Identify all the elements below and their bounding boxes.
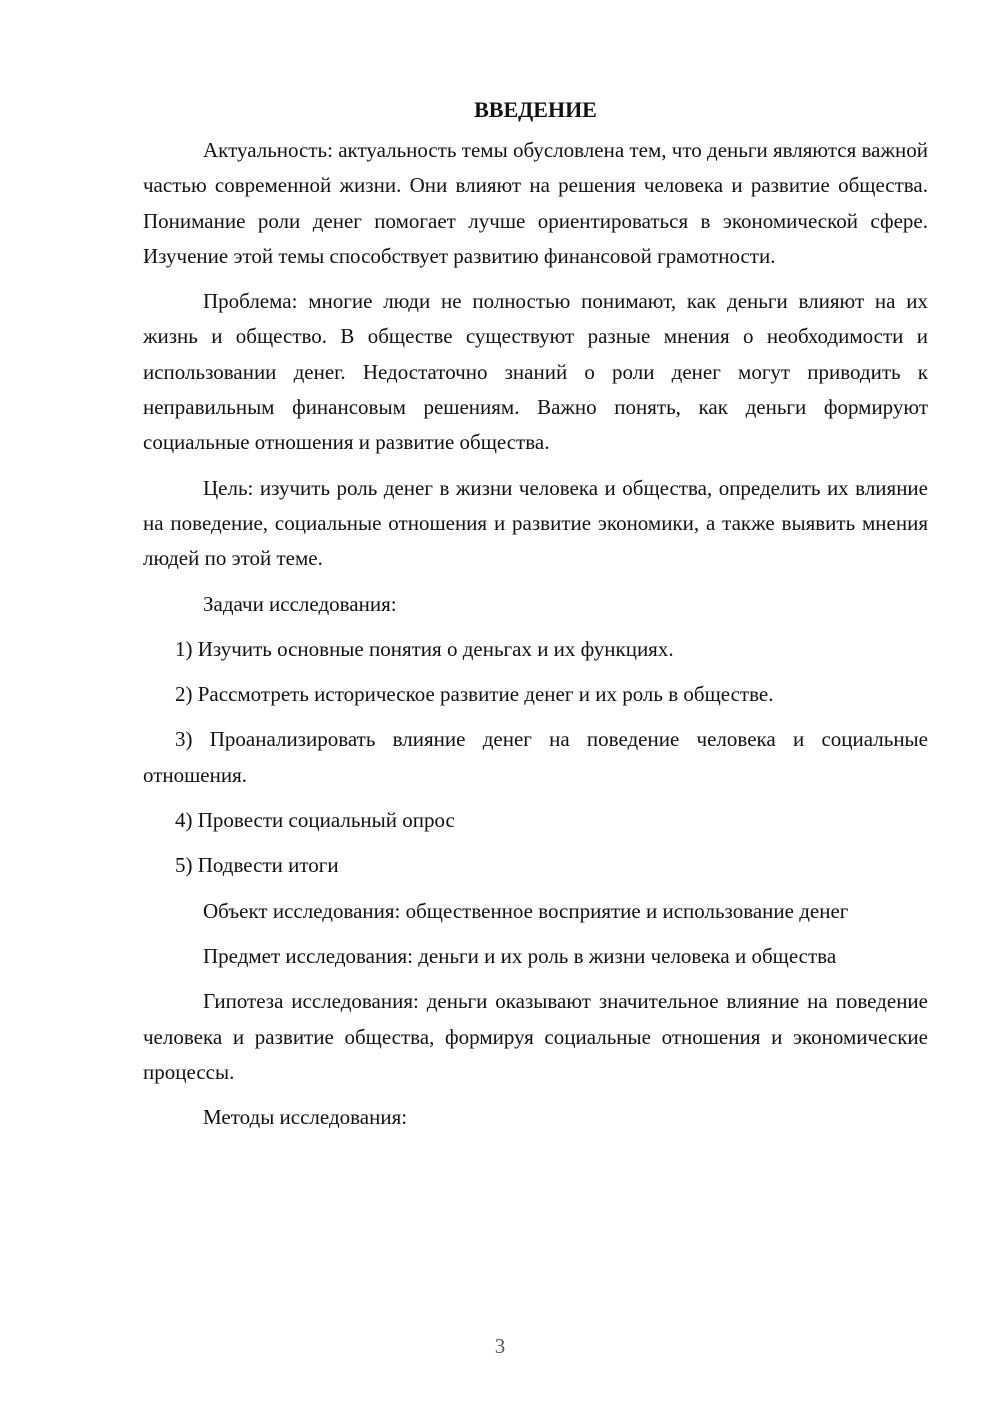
tasks-heading: Задачи исследования: [203, 591, 397, 616]
document-page [143, 93, 928, 1145]
paragraph-object: Объект исследования: общественное восприятие и использование денег [203, 898, 849, 923]
paragraph-goal: Цель: изучить роль денег в жизни человека и общества, определить их влияние на поведение, социальные отношения и развитие экономики, а также выявить мнения людей по этой теме. [143, 475, 928, 571]
page-number: 3 [494, 1334, 506, 1358]
section-title: ВВЕДЕНИЕ [474, 97, 597, 122]
task-item: 5) Подвести итоги [175, 853, 339, 878]
paragraph-subject: Предмет исследования: деньги и их роль в жизни человека и общества [203, 943, 837, 968]
task-item: 3) Проанализировать влияние денег на поведение человека и социальные отношения. [143, 727, 928, 787]
paragraph-relevance: Актуальность: актуальность темы обусловлена тем, что деньги являются важной частью современной жизни. Они влияют на решения человека и развитие общества. Понимание роли денег помогает лучше ориентироваться в экономической сфере. Изучение этой темы способствует развитию финансовой грамотности. [143, 138, 928, 268]
task-item: 2) Рассмотреть историческое развитие денег и их роль в обществе. [175, 682, 774, 707]
paragraph-problem: Проблема: многие люди не полностью понимают, как деньги влияют на их жизнь и общество. В обществе существуют разные мнения о необходимости и использовании денег. Недостаточно знаний о роли денег могут приводить к неправильным финансовым решениям. Важно понять, как деньги формируют социальные отношения и развитие общества. [143, 289, 928, 455]
paragraph-hypothesis: Гипотеза исследования: деньги оказывают значительное влияние на поведение человека и развитие общества, формируя социальные отношения и экономические процессы. [143, 989, 928, 1084]
methods-heading: Методы исследования: [203, 1105, 408, 1130]
task-item: 4) Провести социальный опрос [175, 808, 455, 833]
task-item: 1) Изучить основные понятия о деньгах и их функциях. [175, 636, 674, 661]
